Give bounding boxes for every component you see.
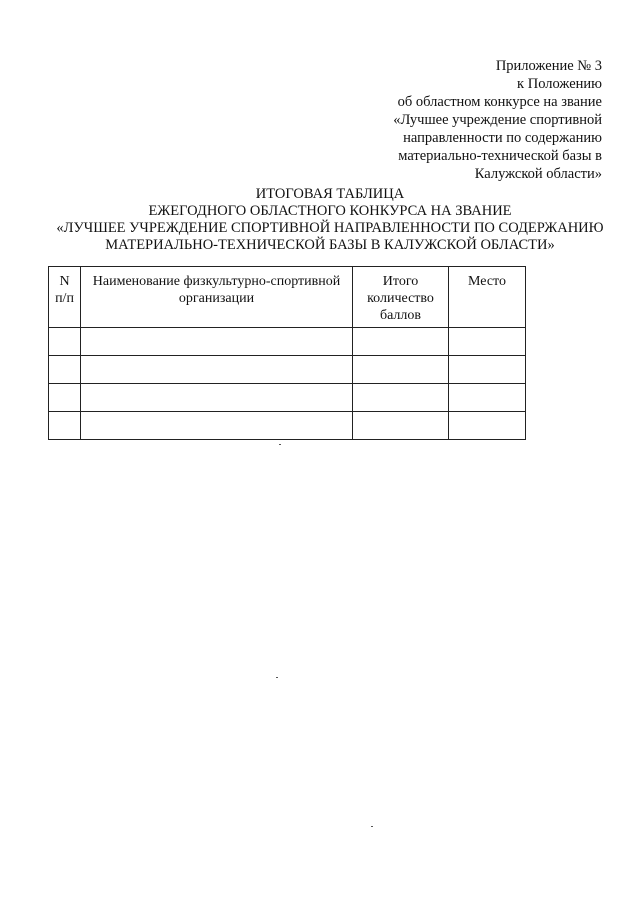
appendix-line: об областном конкурсе на звание (397, 94, 602, 110)
header-organization-name: Наименование физкультурно-спортивной организации (81, 267, 353, 328)
cell-organization-name (81, 384, 353, 412)
appendix-note (302, 57, 602, 183)
appendix-line: «Лучшее учреждение спортивной (393, 112, 602, 128)
title-line: МАТЕРИАЛЬНО-ТЕХНИЧЕСКОЙ БАЗЫ В КАЛУЖСКОЙ ОБЛАСТИ» (105, 237, 555, 253)
cell-total-points (353, 356, 449, 384)
table-row (49, 412, 526, 440)
cell-total-points (353, 412, 449, 440)
title-line: ИТОГОВАЯ ТАБЛИЦА (255, 186, 405, 202)
results-table (48, 266, 526, 440)
cell-number (49, 412, 81, 440)
cell-organization-name (81, 356, 353, 384)
cell-place (449, 384, 526, 412)
cell-place (449, 356, 526, 384)
title-line: «ЛУЧШЕЕ УЧРЕЖДЕНИЕ СПОРТИВНОЙ НАПРАВЛЕННОСТИ ПО СОДЕРЖАНИЮ (56, 220, 604, 236)
cell-organization-name (81, 328, 353, 356)
appendix-line: к Положению (517, 76, 602, 92)
appendix-line: направленности по содержанию (403, 130, 602, 146)
header-total-points: Итого количество баллов (353, 267, 449, 328)
cell-number (49, 384, 81, 412)
document-title (30, 186, 629, 254)
title-line: ЕЖЕГОДНОГО ОБЛАСТНОГО КОНКУРСА НА ЗВАНИЕ (148, 203, 512, 219)
header-number: N п/п (49, 267, 81, 328)
appendix-line: Приложение № 3 (495, 58, 602, 74)
scan-speck (276, 677, 278, 678)
table-row (49, 384, 526, 412)
table-row (49, 356, 526, 384)
cell-number (49, 328, 81, 356)
cell-total-points (353, 328, 449, 356)
cell-total-points (353, 384, 449, 412)
table-header-row (49, 267, 526, 328)
cell-organization-name (81, 412, 353, 440)
appendix-line: материально-технической базы в (398, 148, 602, 164)
scan-speck (371, 826, 373, 827)
appendix-line: Калужской области» (474, 166, 602, 182)
header-place: Место (449, 267, 526, 328)
cell-place (449, 328, 526, 356)
scan-speck (279, 444, 281, 445)
cell-number (49, 356, 81, 384)
table-row (49, 328, 526, 356)
cell-place (449, 412, 526, 440)
